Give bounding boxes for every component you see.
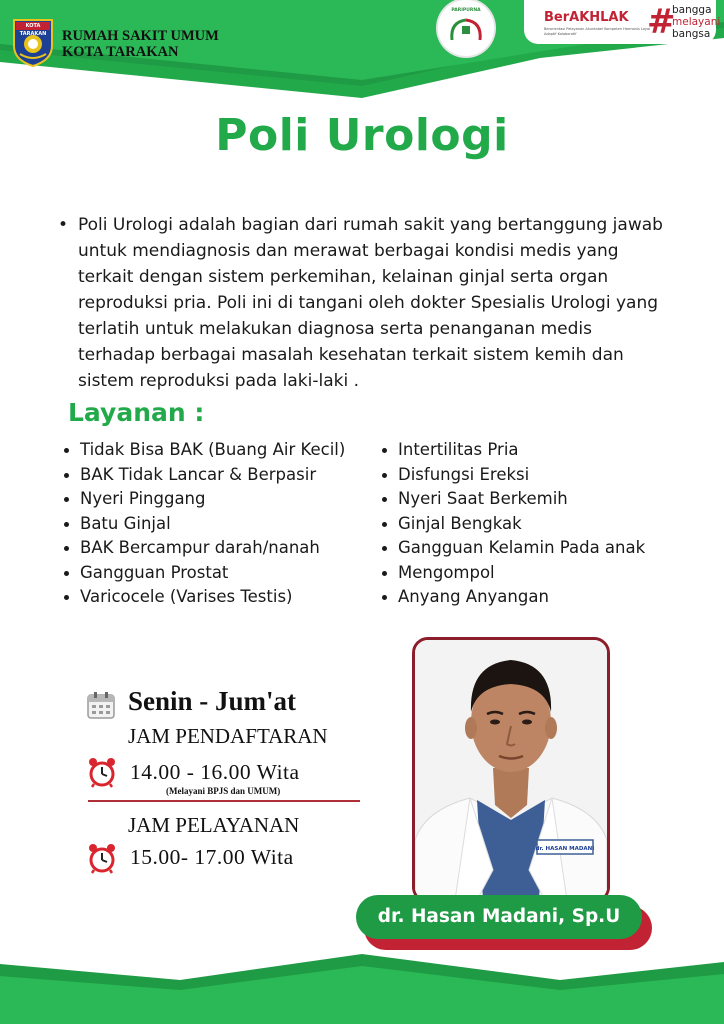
list-item: Gangguan Prostat — [62, 561, 345, 586]
bullet-icon: • — [58, 215, 69, 235]
alarm-clock-icon — [86, 756, 118, 788]
bangga-melayani-bangsa — [672, 4, 720, 40]
hospital-name — [62, 28, 219, 60]
list-item: Anyang Anyangan — [380, 585, 645, 610]
registration-time: 14.00 - 16.00 Wita — [130, 760, 300, 784]
services-list-right — [380, 438, 645, 610]
list-item: BAK Tidak Lancar & Berpasir — [62, 463, 345, 488]
doctor-portrait — [415, 640, 607, 900]
city-logo-text: KOTA TARAKAN — [19, 23, 47, 37]
list-item: Varicocele (Varises Testis) — [62, 585, 345, 610]
list-item: Nyeri Saat Berkemih — [380, 487, 645, 512]
doctor-photo — [412, 637, 610, 903]
berakhlak-tagline: Berorientasi Pelayanan Akuntabel Kompeten Harmonis Loyal Adaptif Kolaboratif — [544, 27, 651, 36]
city-logo — [10, 16, 56, 68]
schedule-divider — [88, 800, 360, 802]
list-item: Disfungsi Ereksi — [380, 463, 645, 488]
berakhlak-badge — [524, 0, 721, 44]
services-heading: Layanan : — [68, 398, 205, 427]
list-item: BAK Bercampur darah/nanah — [62, 536, 345, 561]
hashtag-icon: # — [647, 2, 676, 42]
page-title: Poli Urologi — [215, 110, 509, 161]
hospital-name-line2: KOTA TARAKAN — [62, 44, 179, 60]
doctor-name: dr. Hasan Madani, Sp.U — [356, 895, 642, 939]
list-item: Batu Ginjal — [62, 512, 345, 537]
alarm-clock-icon — [86, 842, 118, 874]
list-item: Mengompol — [380, 561, 645, 586]
intro-text: Poli Urologi adalah bagian dari rumah sakit yang bertanggung jawab untuk mendiagnosis dan merawat berbagai kondisi medis yang terkait dengan sistem perkemihan, kelainan ginjal serta organ reproduksi pria. Poli ini di tangani oleh dokter Spesialis Urologi yang terlatih untuk melakukan diagnosa serta penanganan medis terhadap berbagai masalah kesehatan terkait sistem kemih dan sistem reproduksi pada laki-laki . — [78, 215, 663, 391]
list-item: Nyeri Pinggang — [62, 487, 345, 512]
services-list-left — [62, 438, 345, 610]
service-label: JAM PELAYANAN — [128, 813, 300, 837]
registration-label: JAM PENDAFTARAN — [128, 724, 328, 748]
melayani-text: melayani — [672, 16, 721, 28]
berakhlak-title: BerAKHLAK — [544, 10, 629, 25]
footer-background — [0, 950, 724, 1024]
paripurna-badge — [438, 0, 494, 56]
registration-note: (Melayani BPJS dan UMUM) — [166, 786, 281, 796]
schedule-days: Senin - Jum'at — [128, 686, 297, 716]
service-time: 15.00- 17.00 Wita — [130, 845, 294, 869]
hospital-name-line1: RUMAH SAKIT UMUM — [62, 28, 219, 44]
list-item: Intertilitas Pria — [380, 438, 645, 463]
bangga-text: bangga — [672, 4, 712, 16]
doctor-badge-text: dr. HASAN MADANI — [535, 846, 595, 852]
paripurna-emblem-icon — [448, 14, 484, 44]
list-item: Tidak Bisa BAK (Buang Air Kecil) — [62, 438, 345, 463]
list-item: Ginjal Bengkak — [380, 512, 645, 537]
bangsa-text: bangsa — [672, 28, 711, 40]
intro-paragraph — [58, 212, 668, 394]
calendar-icon — [86, 690, 116, 720]
list-item: Gangguan Kelamin Pada anak — [380, 536, 645, 561]
paripurna-text: PARIPURNA — [451, 8, 481, 13]
